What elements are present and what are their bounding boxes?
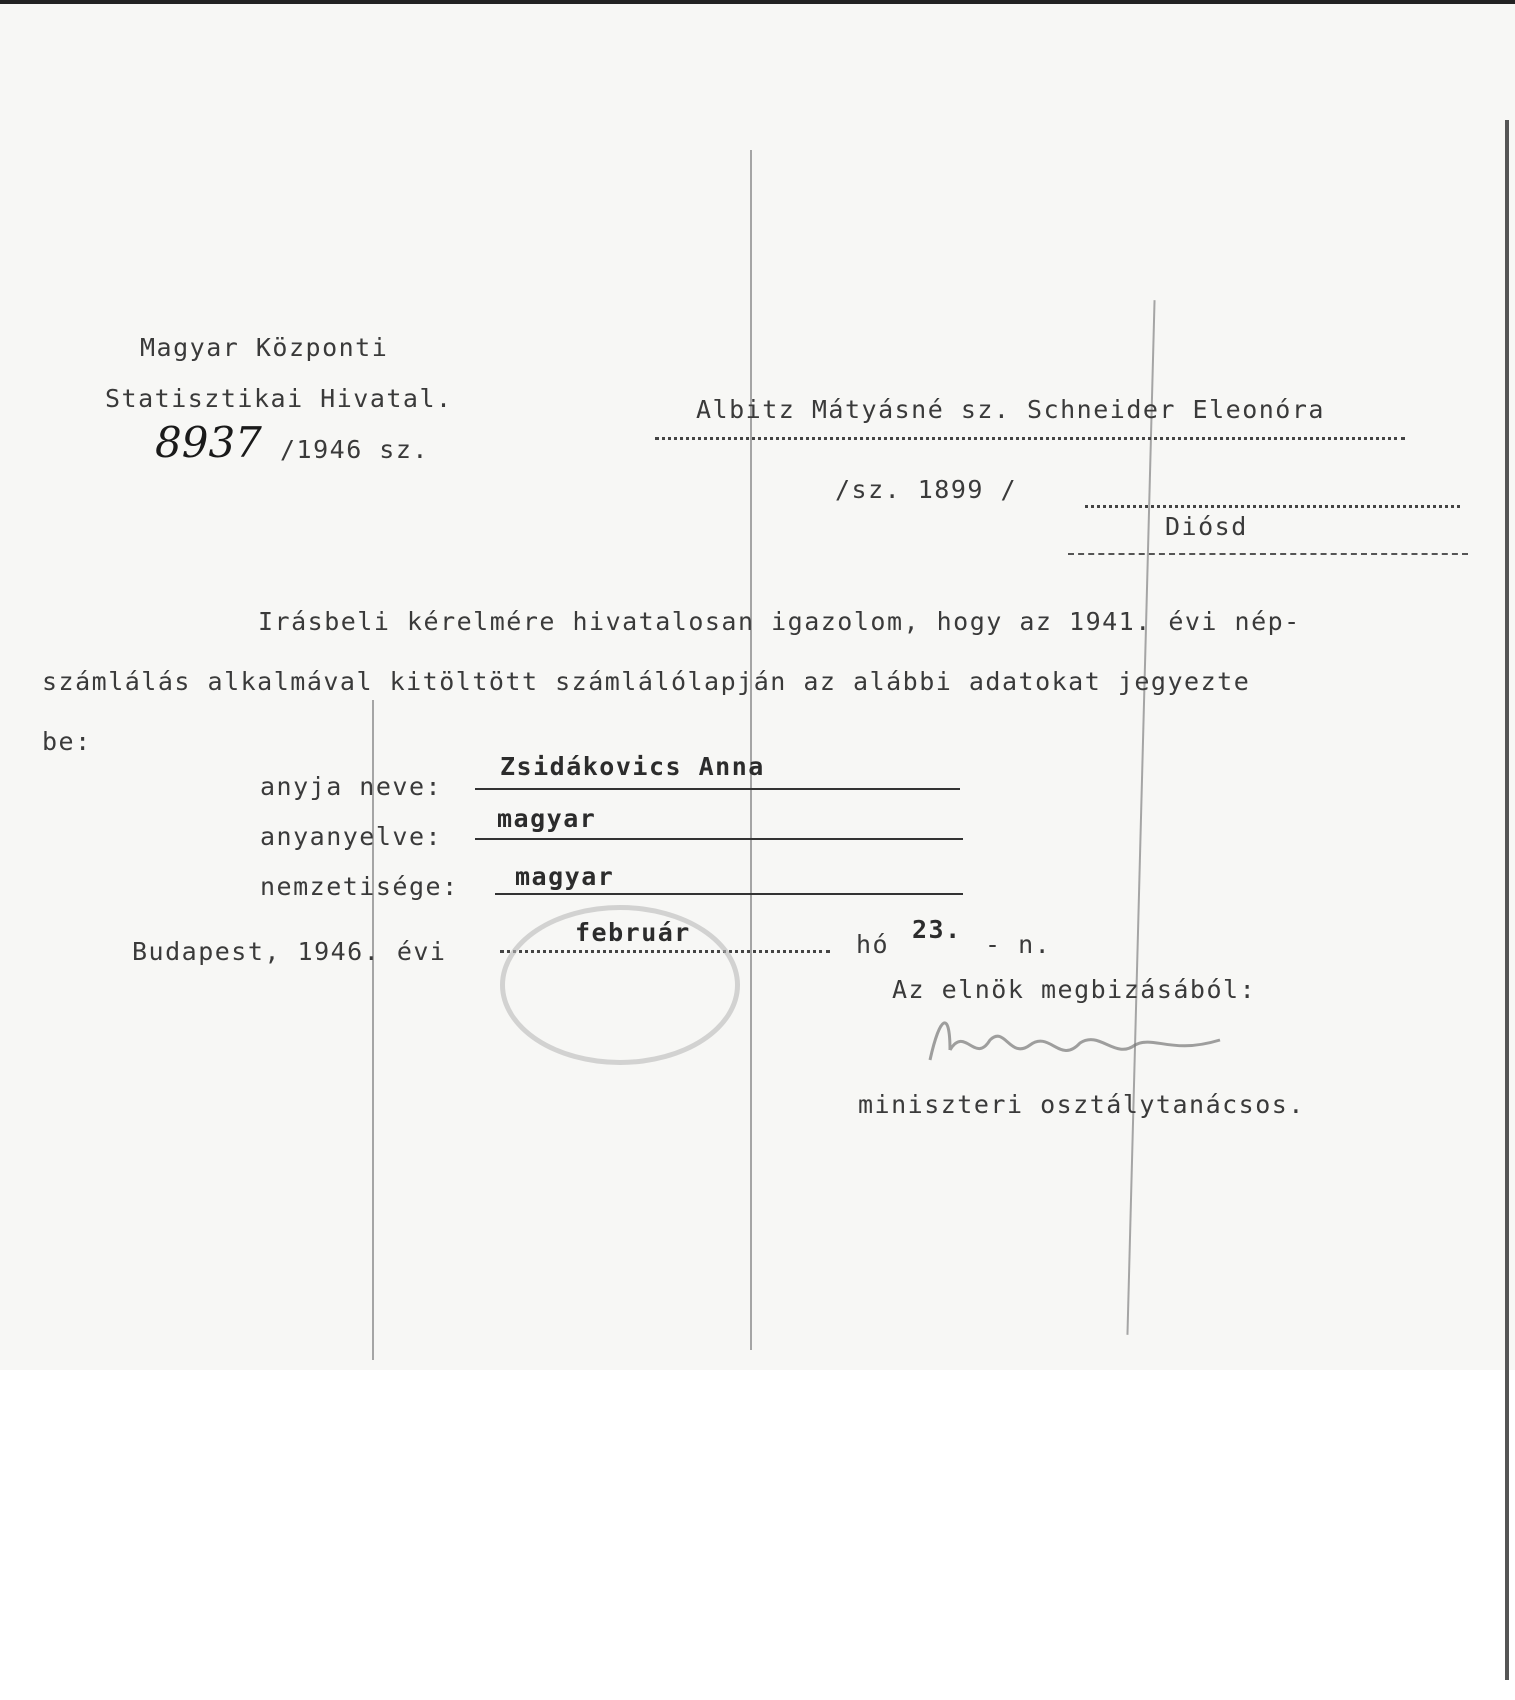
body-line-2: számlálás alkalmával kitöltött számlálólapján az alábbi adatokat jegyezte [42, 667, 1251, 696]
field-value-mother-tongue: magyar [497, 804, 597, 833]
scan-top-edge [0, 0, 1515, 4]
date-day-label: hó [856, 930, 890, 959]
place-dotted-line [1085, 505, 1460, 508]
date-day: 23. [912, 915, 962, 944]
reference-suffix: /1946 sz. [280, 435, 429, 464]
official-stamp [500, 905, 740, 1065]
signature-title: miniszteri osztálytanácsos. [858, 1090, 1305, 1119]
date-month: február [575, 918, 691, 947]
signature-authority: Az elnök megbizásából: [892, 975, 1257, 1004]
fold-line-middle [750, 150, 752, 1350]
field-label-mother-name: anyja neve: [260, 772, 443, 801]
field-value-nationality: magyar [515, 862, 615, 891]
field-underline-nationality [495, 893, 963, 895]
field-label-mother-tongue: anyanyelve: [260, 822, 443, 851]
addressee-place: Diósd [1165, 512, 1248, 541]
handwritten-signature [920, 1005, 1260, 1085]
field-value-mother-name: Zsidákovics Anna [500, 752, 765, 781]
field-underline-mother-tongue [475, 838, 963, 840]
date-suffix: - n. [985, 930, 1052, 959]
scan-right-edge [1505, 120, 1509, 1680]
addressee-dotted-line [655, 437, 1405, 440]
field-label-nationality: nemzetisége: [260, 872, 459, 901]
body-line-1: Irásbeli kérelmére hivatalosan igazolom, hogy az 1941. évi nép- [258, 607, 1301, 636]
addressee-birth: /sz. 1899 / [835, 475, 1018, 504]
office-name-line1: Magyar Központi [140, 333, 389, 362]
place-dashed-line [1068, 553, 1468, 555]
field-underline-mother-name [475, 788, 960, 790]
body-line-3: be: [42, 727, 92, 756]
date-place-year: Budapest, 1946. évi [132, 937, 447, 966]
addressee-name: Albitz Mátyásné sz. Schneider Eleonóra [696, 395, 1325, 424]
office-name-line2: Statisztikai Hivatal. [105, 384, 453, 413]
reference-number-handwritten: 8937 [155, 418, 262, 467]
